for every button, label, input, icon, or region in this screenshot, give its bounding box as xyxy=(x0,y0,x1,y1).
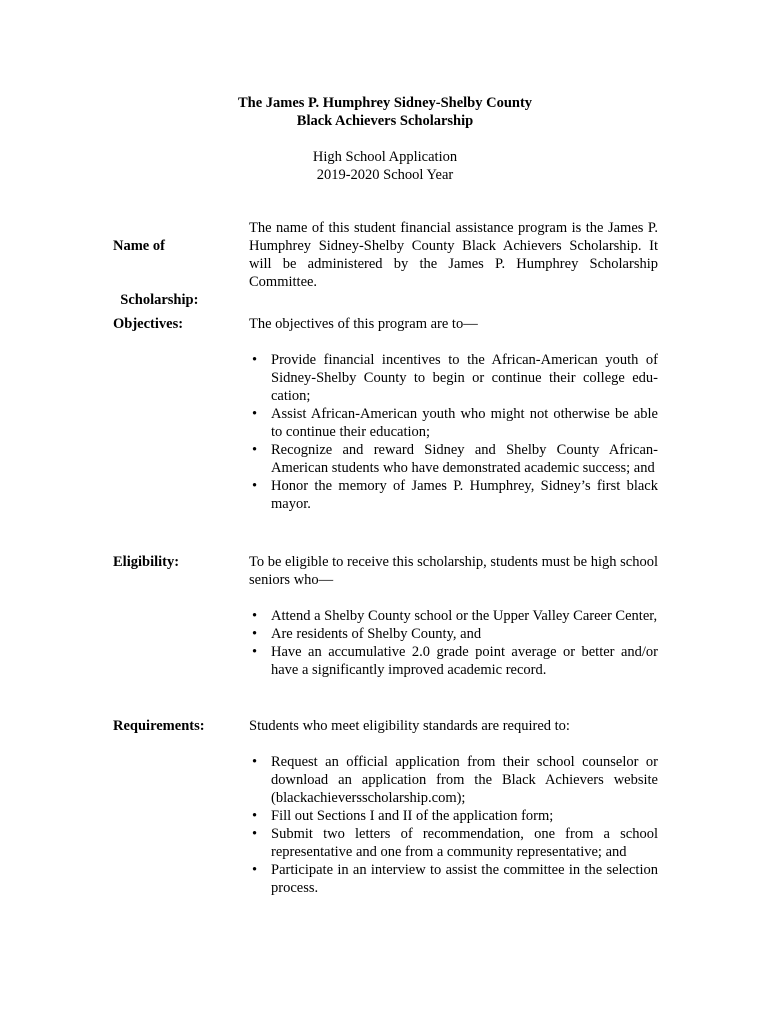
bullet-list xyxy=(249,607,658,679)
list-item: • Attend a Shelby County school or the Upper Valley Career Center, xyxy=(249,607,658,625)
bullet-list xyxy=(249,351,658,513)
section-label-objectives: Objectives: xyxy=(113,316,184,332)
document-subtitle xyxy=(0,148,770,184)
list-item: • Recognize and reward Sidney and Shelby County African-American students who have demonstrated academic success; and xyxy=(249,441,658,477)
title-line-2: Black Achievers Scholarship xyxy=(296,113,474,129)
list-item: • Fill out Sections I and II of the application form; xyxy=(249,807,658,825)
subtitle-line-1: High School Application xyxy=(312,149,458,165)
bullet-list xyxy=(249,753,658,897)
subtitle-line-2: 2019-2020 School Year xyxy=(316,167,454,183)
list-item: • Submit two letters of recommendation, one from a school representative and one from a community representative; and xyxy=(249,825,658,861)
list-item: • Provide financial incentives to the African-American youth of Sidney-Shelby County to begin or continue their college edu-cation; xyxy=(249,351,658,405)
section-body-objectives xyxy=(249,315,658,513)
list-item: • Honor the memory of James P. Humphrey, Sidney’s first black mayor. xyxy=(249,477,658,513)
section-body-eligibility xyxy=(249,553,658,679)
document-title xyxy=(0,94,770,130)
section-label-requirements: Requirements: xyxy=(113,718,205,734)
section-body-name xyxy=(249,219,658,291)
list-item: • Are residents of Shelby County, and xyxy=(249,625,658,643)
paragraph: The name of this student financial assistance program is the James P. Humphrey Sidney-Shelby County Black Achievers Scholarship. It will be administered by the James P. Humphrey Scholarship Committee. xyxy=(249,220,658,290)
list-item: • Have an accumulative 2.0 grade point average or better and/or have a significantly improved academic record. xyxy=(249,643,658,679)
list-item: • Participate in an interview to assist the committee in the selection process. xyxy=(249,861,658,897)
paragraph: To be eligible to receive this scholarship, students must be high school seniors who— xyxy=(249,554,658,588)
label-line: Name of xyxy=(113,238,165,254)
section-body-requirements xyxy=(249,717,658,897)
label-line: Scholarship: xyxy=(113,292,199,308)
list-item: • Request an official application from their school counselor or download an application from the Black Achievers website (blackachieversscholarship.com); xyxy=(249,753,658,807)
title-line-1: The James P. Humphrey Sidney-Shelby County xyxy=(237,95,533,111)
paragraph: Students who meet eligibility standards are required to: xyxy=(249,718,570,734)
section-label-eligibility: Eligibility: xyxy=(113,554,180,570)
list-item: • Assist African-American youth who might not otherwise be able to continue their education; xyxy=(249,405,658,441)
paragraph: The objectives of this program are to— xyxy=(249,316,478,332)
